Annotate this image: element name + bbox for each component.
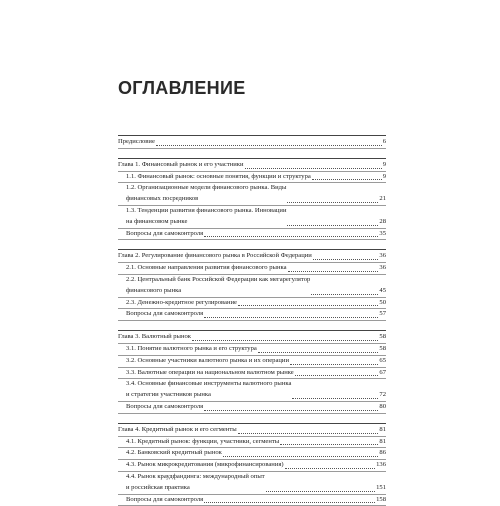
toc-entry-title-line: 4.1. Кредитный рынок: функции, участники, сегменты — [126, 437, 280, 445]
toc-entry-title-line: 1.3. Тенденции развития финансового рынка. Инновации — [126, 206, 287, 214]
toc-page-number: 9 — [382, 160, 386, 168]
toc-entry-title-line: финансовых посредников — [126, 195, 199, 203]
toc-entry-title — [126, 448, 222, 459]
dot-leader — [288, 271, 379, 272]
toc-section-entry[interactable] — [118, 379, 386, 402]
toc-section-entry[interactable] — [118, 344, 386, 356]
toc-entry-title — [126, 356, 289, 367]
toc-page-number: 58 — [379, 333, 386, 341]
dot-leader — [290, 364, 378, 365]
toc-page-number: 36 — [379, 252, 386, 260]
toc-entry-title — [126, 309, 203, 320]
toc-section-entry[interactable] — [118, 263, 386, 275]
dot-leader — [156, 145, 382, 146]
dot-leader — [313, 259, 379, 260]
dot-leader — [292, 398, 378, 399]
toc-entry-title-line: Глава 2. Регулирование финансового рынка в Российской Федерации — [118, 252, 312, 260]
toc-page-number: 50 — [379, 298, 386, 306]
toc-page-number: 28 — [379, 217, 386, 225]
toc-section-entry[interactable] — [118, 298, 386, 310]
toc-page-number: 151 — [376, 483, 386, 491]
toc-section-entry[interactable] — [118, 309, 386, 321]
toc-page-number: 21 — [379, 195, 386, 203]
toc-entry-title-line: Вопросы для самоконтроля — [126, 310, 204, 318]
toc-entry-title-line: Глава 4. Кредитный рынок и его сегменты — [118, 425, 237, 433]
toc-section-entry[interactable] — [118, 172, 386, 184]
toc-entry-title — [126, 344, 257, 355]
toc-page-number: 9 — [382, 172, 386, 180]
toc-page-number: 65 — [379, 356, 386, 364]
toc-entry-title — [126, 263, 287, 274]
toc-entry-title — [126, 172, 311, 183]
toc-chapter-entry[interactable] — [118, 332, 386, 344]
toc-entry-title-line: 3.4. Основные финансовые инструменты валютного рынка — [126, 380, 292, 388]
dot-leader — [266, 491, 375, 492]
toc-entry-title-line: 1.2. Организационные модели финансового рынка. Виды — [126, 184, 287, 192]
toc-entry-title-line: 4.2. Банковский кредитный рынок — [126, 449, 222, 457]
toc-entry-title — [126, 229, 203, 240]
toc-entry-title — [126, 206, 286, 228]
toc-entry-title — [118, 425, 237, 436]
toc-page-number: 81 — [379, 425, 386, 433]
toc-entry-title — [126, 298, 237, 309]
toc-entry-title — [126, 472, 265, 494]
toc-block — [118, 249, 386, 321]
toc-section-entry[interactable] — [118, 472, 386, 495]
toc-entry-title-line: 1.1. Финансовый рынок: основные понятия, функции и структура — [126, 172, 311, 180]
toc-section-entry[interactable] — [118, 402, 386, 414]
toc-entry-title-line: 2.3. Денежно-кредитное регулирование — [126, 298, 237, 306]
dot-leader — [285, 468, 376, 469]
toc-entry-title-line: 2.1. Основные направления развития финансового рынка — [126, 264, 287, 272]
toc-section-entry[interactable] — [118, 437, 386, 449]
toc-page-number: 80 — [379, 402, 386, 410]
toc-entry-title — [118, 251, 312, 262]
toc-entry-title-line: Вопросы для самоконтроля — [126, 229, 204, 237]
toc-chapter-entry[interactable] — [118, 251, 386, 263]
toc-page-number: 67 — [379, 368, 386, 376]
dot-leader — [245, 168, 382, 169]
dot-leader — [311, 294, 378, 295]
dot-leader — [287, 202, 378, 203]
toc-chapter-entry[interactable] — [118, 425, 386, 437]
dot-leader — [204, 410, 378, 411]
toc-entry-title-line: 3.3. Валютные операции на национальном валютном рынке — [126, 368, 294, 376]
toc-entry-title-line: и российская практика — [126, 483, 190, 491]
toc-block — [118, 135, 386, 149]
toc-page-number: 72 — [379, 391, 386, 399]
toc-entry-title-line: 3.1. Понятие валютного рынка и его структура — [126, 344, 257, 352]
toc-entry-title-line: 2.2. Центральный банк Российской Федерации как мегарегулятор — [126, 275, 311, 283]
toc-entry-title — [118, 160, 244, 171]
dot-leader — [280, 444, 378, 445]
toc-section-entry[interactable] — [118, 183, 386, 206]
toc-block — [118, 423, 386, 506]
toc-entry-title-line: Вопросы для самоконтроля — [126, 402, 204, 410]
toc-entry-title — [118, 137, 155, 148]
toc-chapter-entry[interactable] — [118, 160, 386, 172]
toc-chapter-entry[interactable] — [118, 137, 386, 149]
toc-section-entry[interactable] — [118, 448, 386, 460]
toc-block — [118, 158, 386, 241]
toc-entry-title — [118, 332, 191, 343]
toc-section-entry[interactable] — [118, 495, 386, 506]
dot-leader — [238, 305, 378, 306]
toc-entry-title-line: Глава 3. Валютный рынок — [118, 333, 192, 341]
toc-page-number: 45 — [379, 286, 386, 294]
dot-leader — [204, 236, 378, 237]
toc-section-entry[interactable] — [118, 275, 386, 298]
toc-entry-title — [126, 183, 286, 205]
toc-section-entry[interactable] — [118, 368, 386, 380]
toc-entry-title — [126, 437, 279, 448]
dot-leader — [238, 433, 379, 434]
toc-page-number: 6 — [382, 138, 386, 145]
toc-entry-title-line: 4.4. Рынок краудфандинга: международный опыт — [126, 472, 265, 480]
toc-entry-title-line: финансового рынка — [126, 286, 182, 294]
dot-leader — [258, 352, 379, 353]
toc-entry-title-line: 4.3. Рынок микрокредитования (микрофинансирования) — [126, 461, 284, 469]
toc-entry-title — [126, 275, 310, 297]
toc-page-number: 136 — [376, 461, 386, 469]
toc-entry-title-line: и стратегии участников рынка — [126, 391, 211, 399]
toc-entry-title — [126, 402, 203, 413]
toc-entry-title-line: на финансовом рынке — [126, 217, 188, 225]
toc-page-number: 86 — [379, 449, 386, 457]
toc-section-entry[interactable] — [118, 356, 386, 368]
dot-leader — [204, 502, 375, 503]
dot-leader — [312, 179, 382, 180]
toc-section-entry[interactable] — [118, 206, 386, 229]
toc-entry-title-line: 3.2. Основные участники валютного рынка и их операции — [126, 356, 289, 364]
toc-page-number: 81 — [379, 437, 386, 445]
toc-page-number: 36 — [379, 264, 386, 272]
toc-page-number: 58 — [379, 344, 386, 352]
dot-leader — [287, 225, 378, 226]
toc-entry-title-line: Глава 1. Финансовый рынок и его участники — [118, 160, 244, 168]
toc-page-number: 158 — [376, 495, 386, 503]
toc-section-entry[interactable] — [118, 460, 386, 472]
table-of-contents — [118, 135, 386, 506]
dot-leader — [204, 317, 378, 318]
toc-entry-title — [126, 460, 284, 471]
page-title: ОГЛАВЛЕНИЕ — [118, 78, 246, 98]
toc-entry-title-line: Предисловие — [118, 138, 155, 145]
dot-leader — [223, 456, 379, 457]
toc-section-entry[interactable] — [118, 229, 386, 241]
toc-page-number: 35 — [379, 229, 386, 237]
toc-page-number: 57 — [379, 310, 386, 318]
toc-entry-title — [126, 379, 291, 401]
dot-leader — [295, 375, 379, 376]
toc-entry-title-line: Вопросы для самоконтроля — [126, 495, 204, 503]
toc-entry-title — [126, 368, 294, 379]
dot-leader — [192, 340, 378, 341]
toc-block — [118, 330, 386, 414]
